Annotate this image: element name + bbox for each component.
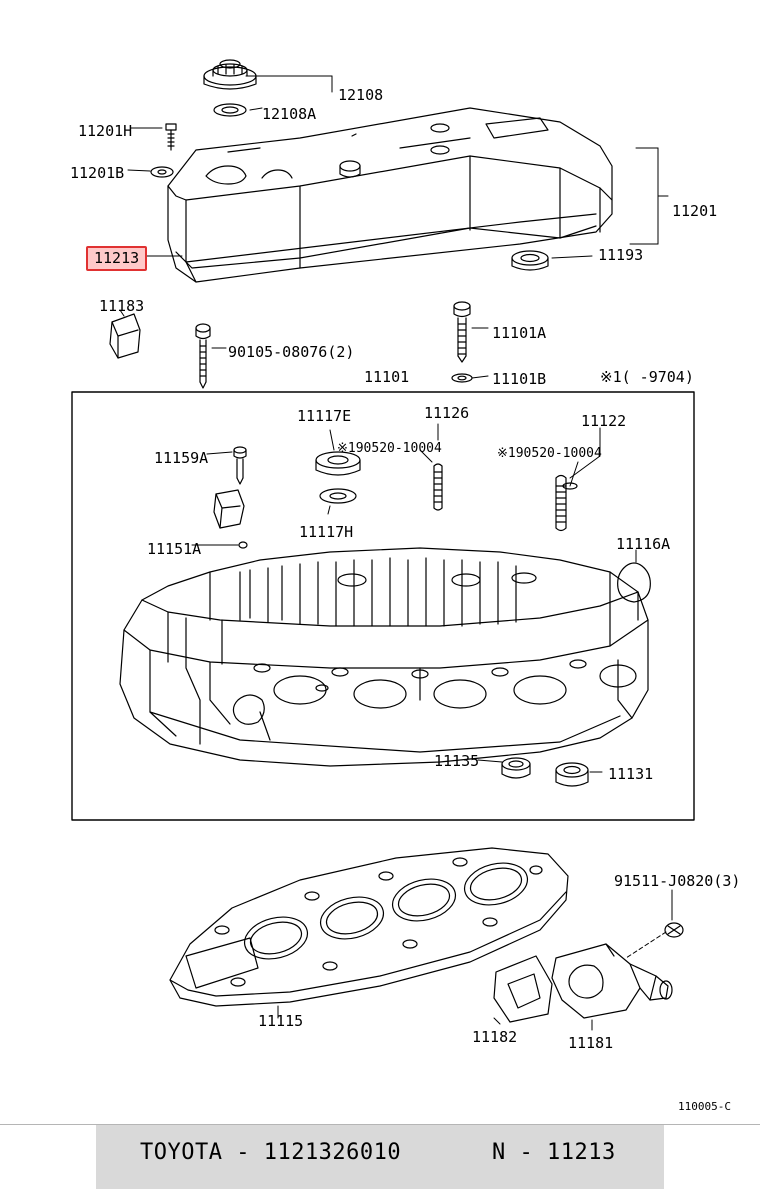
sheet-code: 110005-C xyxy=(678,1100,731,1113)
cylinder-head-gasket-11115 xyxy=(170,848,568,1006)
callout-91511-j0820: 91511-J0820(3) xyxy=(614,872,741,890)
callout-12108a: 12108A xyxy=(262,105,317,123)
cylinder-head-bolt-11101a xyxy=(454,302,470,362)
callout-11126: 11126 xyxy=(424,404,470,422)
callout-11115: 11115 xyxy=(258,1012,304,1030)
callout-11117h: 11117H xyxy=(299,523,354,541)
dowel-11151a xyxy=(214,490,244,528)
callout-11159a: 11159A xyxy=(154,449,209,467)
callout-11101: 11101 xyxy=(364,368,410,386)
callout-11101b: 11101B xyxy=(492,370,547,388)
cylinder-head-cover-11201 xyxy=(168,108,612,282)
bolt-91511-j0820 xyxy=(665,923,683,937)
callout-note-1: ※1( -9704) xyxy=(600,368,694,386)
callout-11135: 11135 xyxy=(434,752,480,770)
callout-90520-10004-a: ※190520-10004 xyxy=(337,441,442,456)
callout-90105-08076: 90105-08076(2) xyxy=(228,343,355,361)
footer-corner-right xyxy=(664,1125,760,1189)
screw-11159a xyxy=(234,447,246,484)
bolt-90105-08076 xyxy=(196,324,210,388)
washer-11117h xyxy=(320,489,356,503)
oil-filler-cap-12108 xyxy=(204,60,256,89)
callout-11201b: 11201B xyxy=(70,164,125,182)
stud-11126 xyxy=(434,464,442,510)
plug-11151a xyxy=(239,542,247,548)
callout-11182: 11182 xyxy=(472,1028,518,1046)
washer-11101b xyxy=(452,374,472,382)
gasket-11182 xyxy=(494,956,552,1022)
callout-11101a: 11101A xyxy=(492,324,547,342)
bolt-11201h xyxy=(166,124,176,150)
spark-plug-tube-gasket-11193 xyxy=(512,251,548,270)
footer-ref-code: N - 11213 xyxy=(492,1140,616,1165)
callout-90520-10004-b: ※190520-10004 xyxy=(497,446,602,461)
oil-filler-gasket-12108a xyxy=(214,104,246,116)
callout-11201: 11201 xyxy=(672,202,718,220)
callout-11193: 11193 xyxy=(598,246,644,264)
callout-11116a: 11116A xyxy=(616,535,671,553)
seal-11135 xyxy=(502,758,530,778)
callout-11151a: 11151A xyxy=(147,540,202,558)
washer-11201b xyxy=(151,167,173,177)
bracket-11183 xyxy=(110,314,140,358)
callout-11117e: 11117E xyxy=(297,407,352,425)
seal-11131 xyxy=(556,763,588,786)
water-outlet-11181 xyxy=(552,944,672,1018)
callout-11122: 11122 xyxy=(581,412,627,430)
footer-corner-left xyxy=(0,1125,96,1189)
plug-11116a xyxy=(618,563,651,602)
callout-11213-highlighted[interactable]: 11213 xyxy=(86,246,147,271)
cylinder-head-11101 xyxy=(120,548,648,766)
callout-11201h: 11201H xyxy=(78,122,133,140)
footer-part-number: TOYOTA - 1121326010 xyxy=(140,1140,402,1165)
callout-11181: 11181 xyxy=(568,1034,614,1052)
callout-11131: 11131 xyxy=(608,765,654,783)
callout-11183: 11183 xyxy=(99,297,145,315)
callout-12108: 12108 xyxy=(338,86,384,104)
